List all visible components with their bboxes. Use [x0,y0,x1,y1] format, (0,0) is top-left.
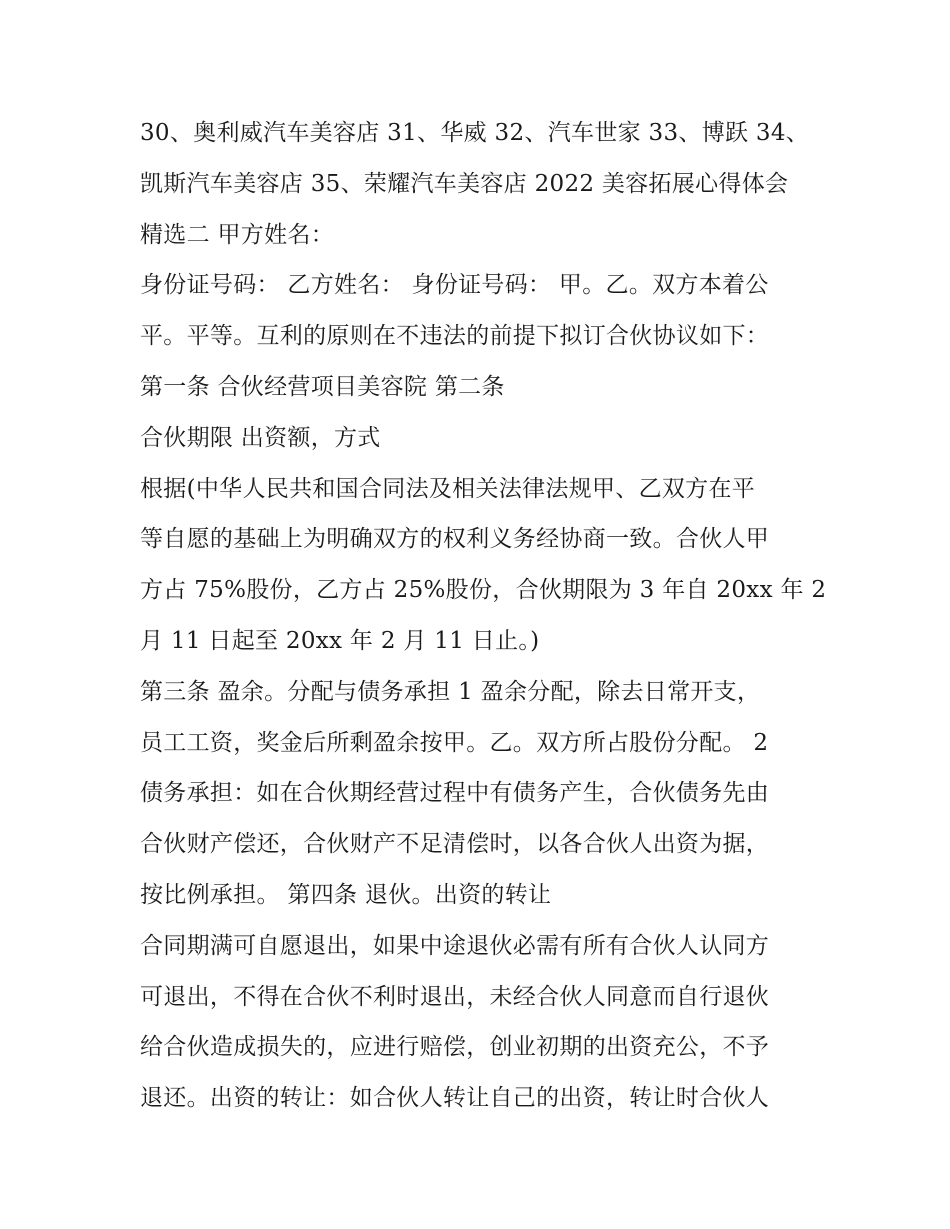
text-line: 合伙财产偿还，合伙财产不足清偿时，以各合伙人出资为据， [140,831,770,858]
text-line: 月 11 日起至 20xx 年 2 月 11 日止。) [140,627,540,654]
text-line: 等自愿的基础上为明确双方的权利义务经协商一致。合伙人甲 [140,526,770,553]
text-line: 身份证号码： 乙方姓名： 身份证号码： 甲。乙。双方本着公 [140,272,769,299]
text-line: 方占 75%股份，乙方占 25%股份，合伙期限为 3 年自 20xx 年 2 [140,577,827,604]
document-body [140,108,830,1124]
text-line: 凯斯汽车美容店 35、荣耀汽车美容店 2022 美容拓展心得体会 [140,170,789,197]
text-line: 合伙期限 出资额，方式 [140,424,381,451]
text-line: 平。平等。互利的原则在不违法的前提下拟订合伙协议如下： [140,323,770,350]
text-line: 员工工资，奖金后所剩盈余按甲。乙。双方所占股份分配。 2 [140,729,769,756]
text-line: 可退出，不得在合伙不利时退出，未经合伙人同意而自行退伙 [140,983,770,1010]
text-line: 精选二 甲方姓名： [140,221,335,248]
text-line: 退还。出资的转让：如合伙人转让自己的出资，转让时合伙人 [140,1085,770,1112]
text-line: 30、奥利威汽车美容店 31、华威 32、汽车世家 33、博跃 34、 [140,120,810,146]
text-line: 合同期满可自愿退出，如果中途退伙必需有所有合伙人认同方 [140,932,770,959]
text-line: 按比例承担。 第四条 退伙。出资的转让 [140,881,552,908]
text-line: 根据(中华人民共和国合同法及相关法律法规甲、乙双方在平 [140,475,756,502]
text-line: 债务承担：如在合伙期经营过程中有债务产生，合伙债务先由 [140,780,770,807]
text-line: 第三条 盈余。分配与债务承担 1 盈余分配，除去日常开支， [140,678,761,705]
text-line: 给合伙造成损失的，应进行赔偿，创业初期的出资充公，不予 [140,1034,770,1061]
text-line: 第一条 合伙经营项目美容院 第二条 [140,373,505,400]
